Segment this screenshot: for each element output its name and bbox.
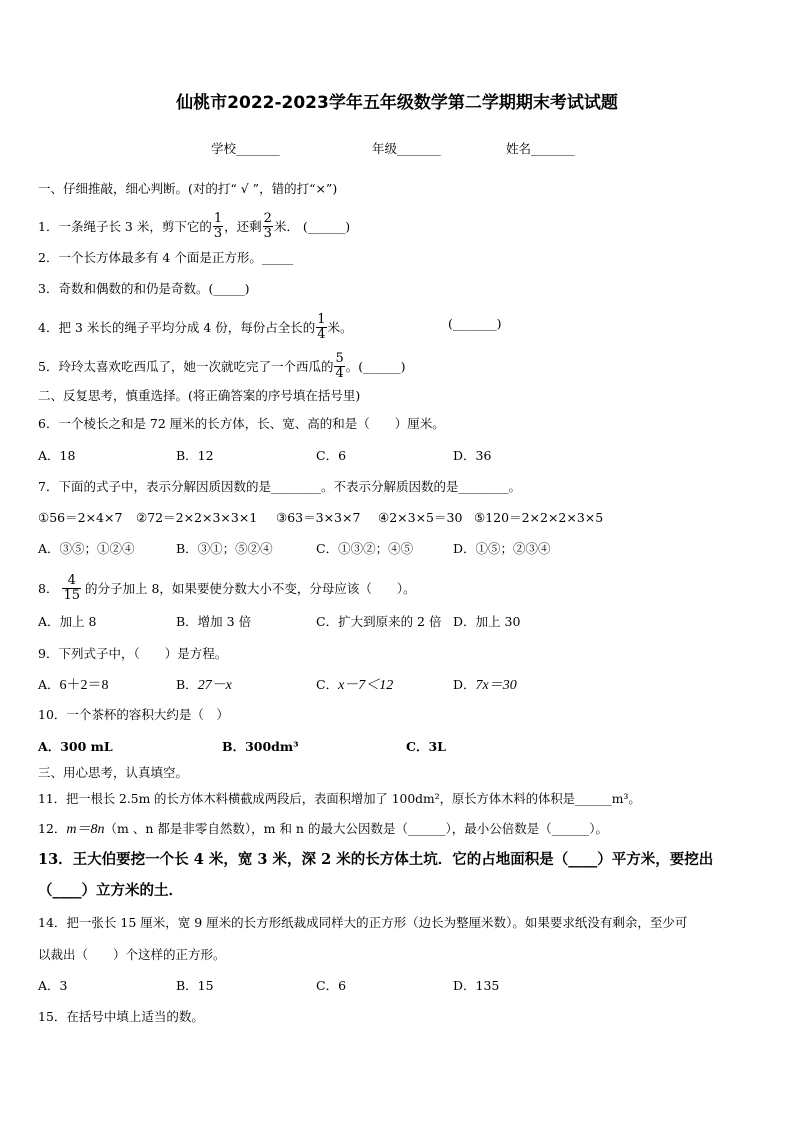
q7-option-b[interactable]: B．③①；⑤②④ [176,541,273,556]
question-10: 10．一个茶杯的容积大约是（ ） [38,707,229,722]
q8-text-a: 8． [38,580,59,596]
q6-option-b[interactable]: B．12 [176,448,214,463]
q1-text-c: 米． (______) [273,218,351,234]
question-3: 3．奇数和偶数的和仍是奇数。(_____) [38,281,250,296]
option-label: C． [316,677,339,692]
q9-option-b[interactable] [176,676,232,695]
q8-option-c[interactable]: C．扩大到原来的 2 倍 [316,614,442,629]
question-11: 11．把一根长 2.5m 的长方体木料横截成两段后，表面积增加了 100dm²，原长方体木料的体积是______m³。 [38,792,641,806]
fraction [316,313,326,342]
question-13-line-1: 13．王大伯要挖一个长 4 米，宽 3 米，深 2 米的长方体土坑．它的占地面积是（____）平方米，要挖出 [38,851,714,868]
q7-option-a[interactable]: A．③⑤；①②④ [38,541,135,556]
option-expression: x－7＜12 [338,678,394,693]
section-2-heading: 二、反复思考，慎重选择。(将正确答案的序号填在括号里) [38,388,361,403]
option-label: D． [453,677,476,692]
question-1 [38,212,350,241]
q8-option-a[interactable]: A．加上 8 [38,614,97,629]
option-label: B． [176,677,198,692]
q7-expr-2: ②72＝2×2×3×3×1 [136,510,258,525]
question-15: 15．在括号中填上适当的数。 [38,1009,204,1024]
q14-option-a[interactable]: A．3 [38,978,68,993]
section-3-heading: 三、用心思考，认真填空。 [38,765,189,780]
q12-equation: m＝8n [66,822,105,837]
q9-option-c[interactable] [316,676,393,695]
numerator: 4 [67,573,76,588]
q5-text-a: 5．玲玲太喜欢吃西瓜了，她一次就吃完了一个西瓜的 [38,358,334,374]
fraction [334,352,344,381]
q8-option-b[interactable]: B．增加 3 倍 [176,614,252,629]
numerator: 2 [263,211,272,226]
fraction [263,212,273,241]
q6-option-a[interactable]: A．18 [38,448,76,463]
q7-option-c[interactable]: C．①③②；④⑤ [316,541,414,556]
denominator: 4 [335,366,344,381]
question-7: 7．下面的式子中，表示分解因质因数的是________。不表示分解质因数的是________。 [38,479,521,494]
option-expression: 7x＝30 [475,678,517,693]
question-9: 9．下列式子中，（ ）是方程。 [38,646,228,661]
numerator: 1 [317,312,326,327]
q4-answer-blank[interactable]: (_______) [448,316,502,331]
option-expression: 27－x [197,678,232,693]
q5-text-b: 。(______) [345,358,406,374]
question-8 [38,574,416,603]
q7-expr-4: ④2×3×5＝30 [378,510,463,525]
denominator: 15 [63,588,80,603]
q9-option-a[interactable] [38,676,109,695]
q6-option-d[interactable]: D．36 [453,448,492,463]
q10-option-b[interactable]: B．300dm³ [222,739,299,754]
denominator: 3 [213,226,223,241]
option-expression: 6＋2＝8 [59,678,109,693]
school-field[interactable]: 学校_______ [211,141,280,156]
q10-option-a[interactable]: A．300 mL [38,739,113,754]
q1-text-a: 1．一条绳子长 3 米，剪下它的 [38,218,212,234]
q1-text-b: ，还剩 [224,218,262,234]
q8-option-d[interactable]: D．加上 30 [453,614,521,629]
q14-option-b[interactable]: B．15 [176,978,214,993]
q4-text-b: 米。 [327,319,353,335]
page-title: 仙桃市2022-2023学年五年级数学第二学期期末考试试题 [176,93,618,113]
question-4 [38,313,353,342]
numerator: 5 [335,351,344,366]
grade-field[interactable]: 年级_______ [372,141,441,156]
denominator: 4 [317,327,326,342]
q7-option-d[interactable]: D．①⑤；②③④ [453,541,551,556]
question-6: 6．一个棱长之和是 72 厘米的长方体，长、宽、高的和是（ ）厘米。 [38,416,445,431]
q7-expr-3: ③63＝3×3×7 [276,510,361,525]
option-label: A． [38,677,60,692]
denominator: 3 [263,226,272,241]
q14-option-c[interactable]: C．6 [316,978,347,993]
question-14-line-2: 以裁出（ ）个这样的正方形。 [38,947,226,962]
fraction [62,574,81,603]
q4-text-a: 4．把 3 米长的绳子平均分成 4 份，每份占全长的 [38,319,316,335]
question-14-line-1: 14．把一张长 15 厘米，宽 9 厘米的长方形纸裁成同样大的正方形（边长为整厘米数）。如果要求纸没有剩余，至少可 [38,915,688,930]
q12-text-a: 12． [38,821,67,836]
question-5 [38,352,406,381]
q12-text-b: （m 、n 都是非零自然数），m 和 n 的最大公因数是（______），最小公倍数是（______）。 [104,821,608,836]
question-2: 2．一个长方体最多有 4 个面是正方形。_____ [38,250,294,265]
fraction [213,212,223,241]
section-1-heading: 一、仔细推敲，细心判断。(对的打“ √ ”，错的打“×”) [38,181,338,196]
name-field[interactable]: 姓名_______ [506,141,575,156]
q10-option-c[interactable]: C．3L [406,739,446,754]
question-13-line-2: （____）立方米的土． [38,882,183,899]
q9-option-d[interactable] [453,676,517,695]
q7-expr-1: ①56＝2×4×7 [38,510,123,525]
question-12 [38,820,608,839]
q14-option-d[interactable]: D．135 [453,978,500,993]
q8-text-b: 的分子加上 8，如果要使分数大小不变，分母应该（ ）。 [85,580,416,596]
q7-expr-5: ⑤120＝2×2×2×3×5 [474,510,604,525]
q6-option-c[interactable]: C．6 [316,448,347,463]
numerator: 1 [213,211,223,226]
